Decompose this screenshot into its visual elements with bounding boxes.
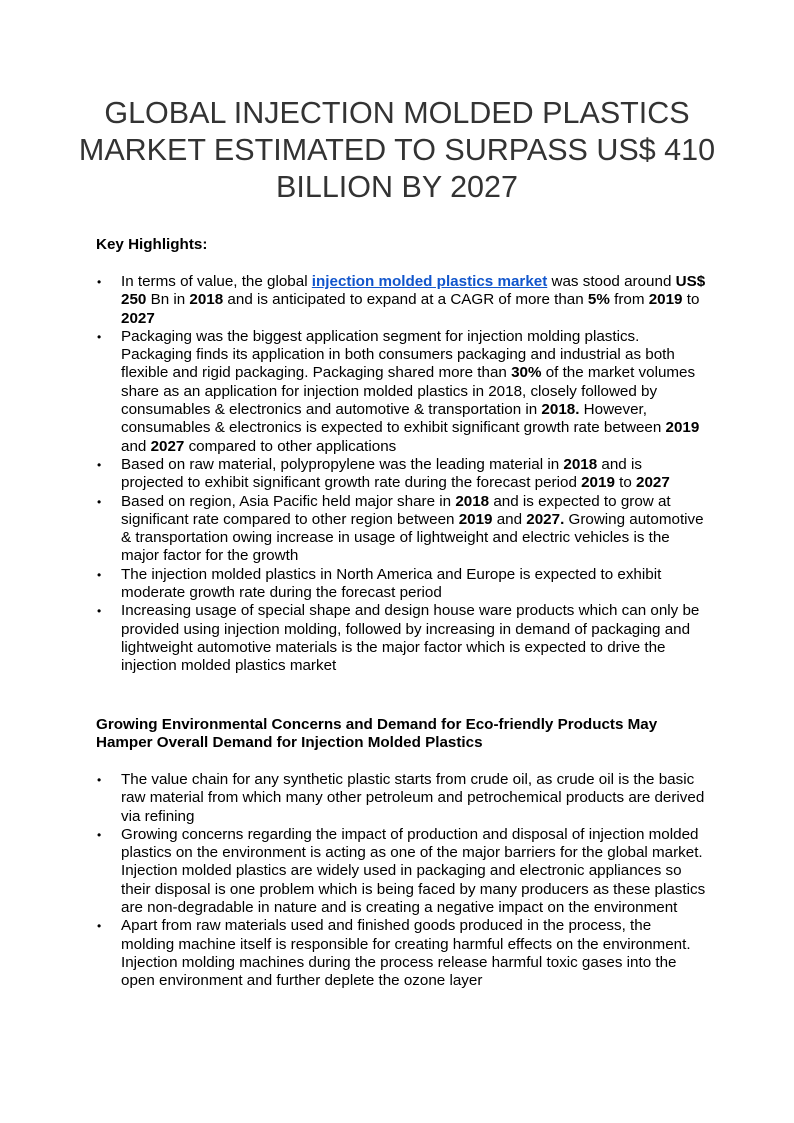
- list-item: • Growing concerns regarding the impact of production and disposal of injection molded plastics on the environment is acting as one of the major barriers for the global market. Injection molded plastics are widely used in packaging and electronic appliances so their disposal is one problem which is being faced by many producers as these plastics are non-degradable in nature and is creating a negative impact on the environment: [96, 826, 706, 917]
- list-item: • Apart from raw materials used and finished goods produced in the process, the molding machine itself is responsible for creating harmful effects on the environment. Injection molding machines during the process release harmful toxic gases into the open environment and further deplete the ozone layer: [96, 917, 706, 990]
- list-item: • In terms of value, the global injection molded plastics market was stood around US$ 250 Bn in 2018 and is anticipated to expand at a CAGR of more than 5% from 2019 to 2027: [96, 273, 706, 328]
- list-item: • The injection molded plastics in North America and Europe is expected to exhibit moderate growth rate during the forecast period: [96, 566, 706, 603]
- key-highlights-heading: Key Highlights:: [96, 236, 208, 253]
- key-highlights-list: [96, 273, 706, 676]
- list-item: • Based on region, Asia Pacific held major share in 2018 and is expected to grow at significant rate compared to other region between 2019 and 2027. Growing automotive & transportation owing increase in usage of lightweight and electric vehicles is the major factor for the growth: [96, 493, 706, 566]
- page-title: GLOBAL INJECTION MOLDED PLASTICS MARKET ESTIMATED TO SURPASS US$ 410 BILLION BY 2027: [78, 96, 716, 204]
- list-item: • Packaging was the biggest application segment for injection molding plastics. Packaging finds its application in both consumers packaging and industrial as both flexible and rigid packaging. Packaging shared more than 30% of the market volumes share as an application for injection molded plastics in 2018, closely followed by consumables & electronics and automotive & transportation in 2018. However, consumables & electronics is expected to exhibit significant growth rate between 2019 and 2027 compared to other applications: [96, 328, 706, 456]
- concerns-list: [96, 771, 706, 991]
- list-item: • Based on raw material, polypropylene was the leading material in 2018 and is projected to exhibit significant growth rate during the forecast period 2019 to 2027: [96, 456, 706, 493]
- list-item: • The value chain for any synthetic plastic starts from crude oil, as crude oil is the basic raw material from which many other petroleum and petrochemical products are derived via refining: [96, 771, 706, 826]
- list-item: • Increasing usage of special shape and design house ware products which can only be provided using injection molding, followed by increasing in demand of packaging and lightweight automotive materials is the major factor which is expected to drive the injection molded plastics market: [96, 602, 706, 675]
- market-link[interactable]: injection molded plastics market: [311, 273, 548, 290]
- concerns-heading: Growing Environmental Concerns and Demand for Eco-friendly Products May Hamper Overall Demand for Injection Molded Plastics: [96, 716, 658, 752]
